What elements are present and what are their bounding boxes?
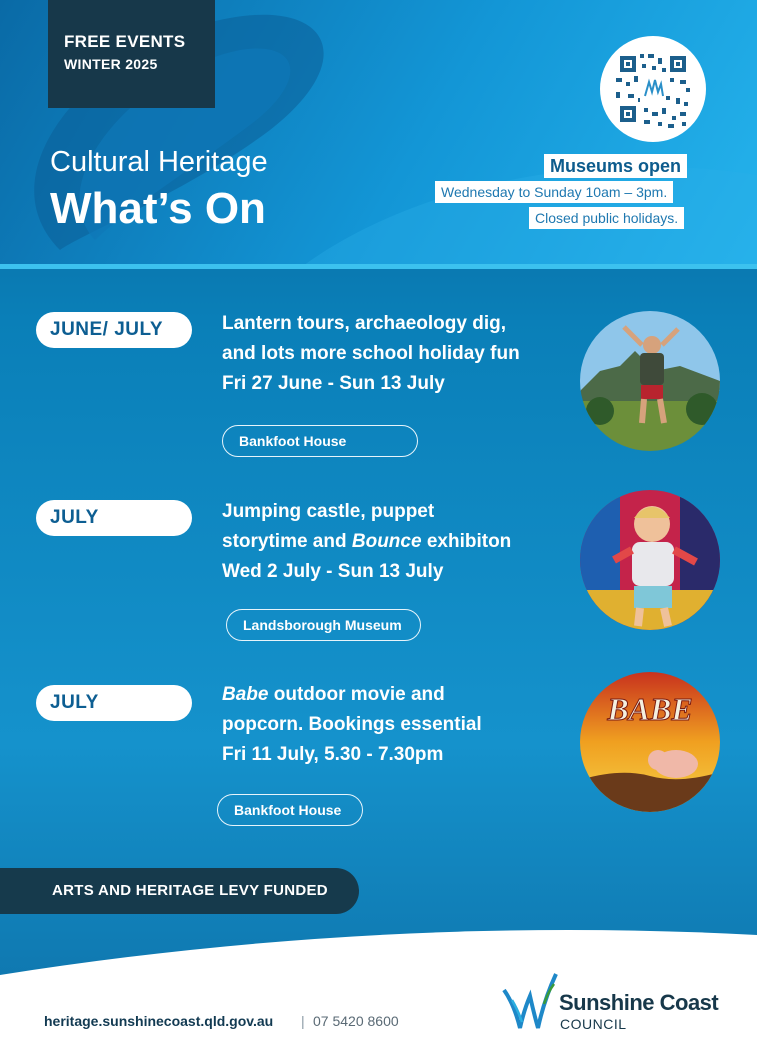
toddler-bouncy-castle-photo (580, 490, 720, 630)
museum-closed-note: Closed public holidays. (529, 207, 684, 229)
babe-movie-poster (580, 672, 720, 812)
child-jumping-photo (580, 311, 720, 451)
event-2-line2-pre: storytime and (222, 531, 352, 552)
museums-open-label: Museums open (544, 154, 687, 178)
event-3-line2: popcorn. Bookings essential (222, 714, 482, 735)
logo-name: Sunshine Coast (559, 990, 719, 1015)
header-divider (0, 264, 757, 269)
event-1-line2: and lots more school holiday fun (222, 343, 520, 364)
footer-website-link[interactable]: heritage.sunshinecoast.qld.gov.au (44, 1013, 274, 1029)
event-1-description (222, 309, 572, 399)
event-1-dates: Fri 27 June - Sun 13 July (222, 373, 445, 394)
event-2-line1: Jumping castle, puppet (222, 501, 435, 522)
levy-funded-banner: ARTS AND HERITAGE LEVY FUNDED (0, 868, 359, 914)
event-2-month-badge: JULY (36, 500, 192, 536)
tag-line1: FREE EVENTS (64, 32, 186, 51)
logo-sub: COUNCIL (560, 1016, 627, 1032)
event-3-line1-em: Babe (222, 684, 269, 705)
babe-poster-title: BABE (607, 691, 693, 727)
sunshine-coast-logo-icon (500, 970, 560, 1034)
event-3-description (222, 680, 572, 770)
event-3-month-badge: JULY (36, 685, 192, 721)
tag-line2: WINTER 2025 (64, 56, 158, 72)
free-events-tag (48, 0, 215, 108)
page-subtitle: Cultural Heritage (50, 146, 268, 178)
page-title: What’s On (50, 184, 266, 233)
event-2-line2 (222, 527, 572, 557)
event-1-line1: Lantern tours, archaeology dig, (222, 313, 506, 334)
footer-separator: | (301, 1013, 305, 1029)
event-2-venue-button[interactable]: Landsborough Museum (226, 609, 421, 641)
event-2-line2-em: Bounce (351, 531, 422, 552)
event-1-month-badge: JUNE/ JULY (36, 312, 192, 348)
event-2-line2-post: exhibiton (421, 531, 512, 552)
event-1-venue-button[interactable]: Bankfoot House (222, 425, 418, 457)
sunshine-coast-council-logo (500, 970, 730, 1034)
event-3-line1-post: outdoor movie and (268, 684, 445, 705)
event-3-dates: Fri 11 July, 5.30 - 7.30pm (222, 744, 444, 765)
museum-hours: Wednesday to Sunday 10am – 3pm. (435, 181, 673, 203)
qr-code-icon[interactable] (600, 36, 706, 142)
event-2-description (222, 497, 572, 587)
event-2-dates: Wed 2 July - Sun 13 July (222, 561, 444, 582)
footer-phone[interactable]: 07 5420 8600 (313, 1013, 399, 1029)
event-3-line1 (222, 680, 572, 710)
event-3-venue-button[interactable]: Bankfoot House (217, 794, 363, 826)
